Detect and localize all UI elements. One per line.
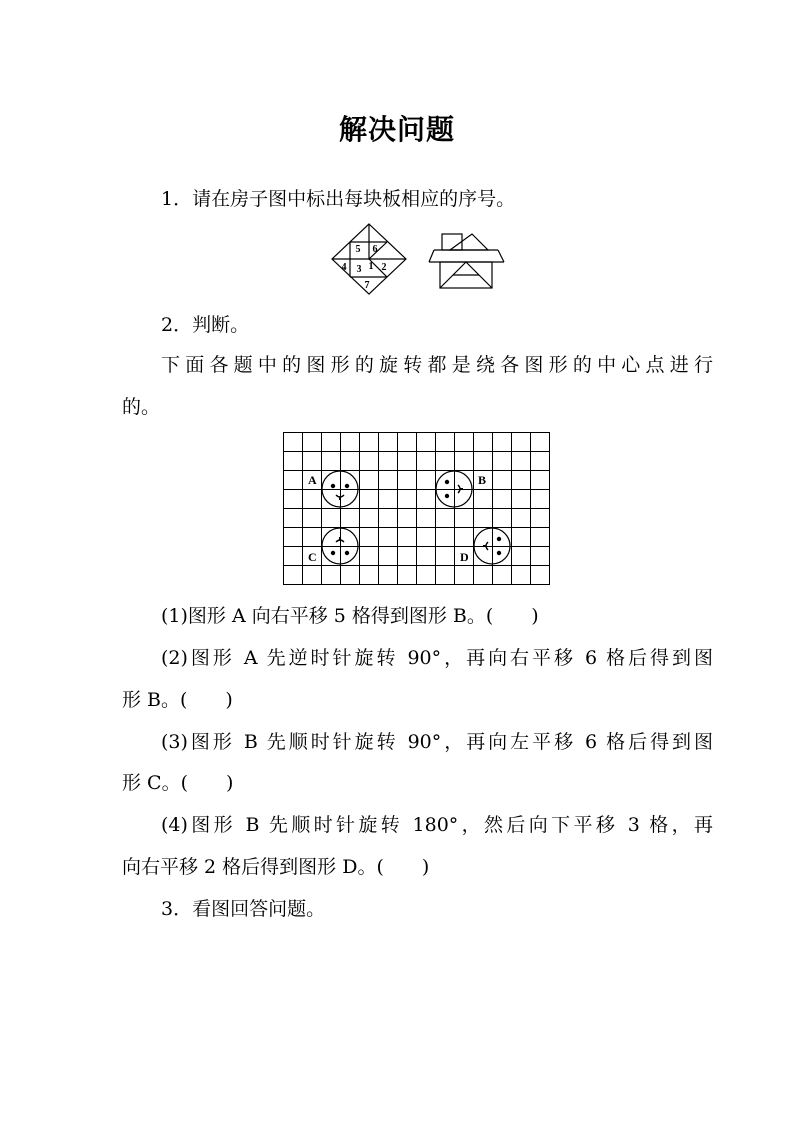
grid-label-b: B (478, 473, 487, 487)
question-2-heading: 2．判断。 (161, 314, 250, 336)
tangram-label-3: 3 (356, 264, 362, 275)
judgment-item-2-line2: 形 B。( ) (122, 689, 233, 711)
grid-figure (282, 431, 554, 587)
judgment-item-2-line1: (2)图形 A 先逆时针旋转 90°，再向右平移 6 格后得到图 (161, 647, 713, 669)
tangram-label-2: 2 (381, 262, 387, 273)
judgment-item-4-line2: 向右平移 2 格后得到图形 D。( ) (122, 856, 430, 878)
question-1-text: 1．请在房子图中标出每块板相应的序号。 (161, 188, 516, 210)
judgment-item-3-line2: 形 C。( ) (122, 772, 234, 794)
judgment-item-1: (1)图形 A 向右平移 5 格得到图形 B。( ) (161, 605, 539, 627)
tangram-label-4: 4 (341, 262, 347, 273)
judgment-item-3-line1: (3)图形 B 先顺时针旋转 90°，再向左平移 6 格后得到图 (161, 731, 713, 753)
grid-label-a: A (308, 473, 317, 487)
tangram-house-figure (426, 230, 506, 290)
page-title: 解决问题 (338, 113, 455, 146)
judgment-item-4-line1: (4)图形 B 先顺时针旋转 180°，然后向下平移 3 格，再 (161, 814, 713, 836)
question-3-heading: 3．看图回答问题。 (161, 898, 326, 920)
grid-label-d: D (460, 550, 469, 564)
question-2-intro-line2: 的。 (122, 396, 161, 418)
tangram-label-5: 5 (355, 244, 361, 255)
grid-label-c: C (308, 550, 317, 564)
question-2-intro-line1: 下面各题中的图形的旋转都是绕各图形的中心点进行 (161, 354, 713, 376)
tangram-square-figure (330, 222, 408, 296)
tangram-label-6: 6 (372, 244, 378, 255)
tangram-label-7: 7 (364, 280, 370, 291)
tangram-label-1: 1 (368, 261, 374, 272)
